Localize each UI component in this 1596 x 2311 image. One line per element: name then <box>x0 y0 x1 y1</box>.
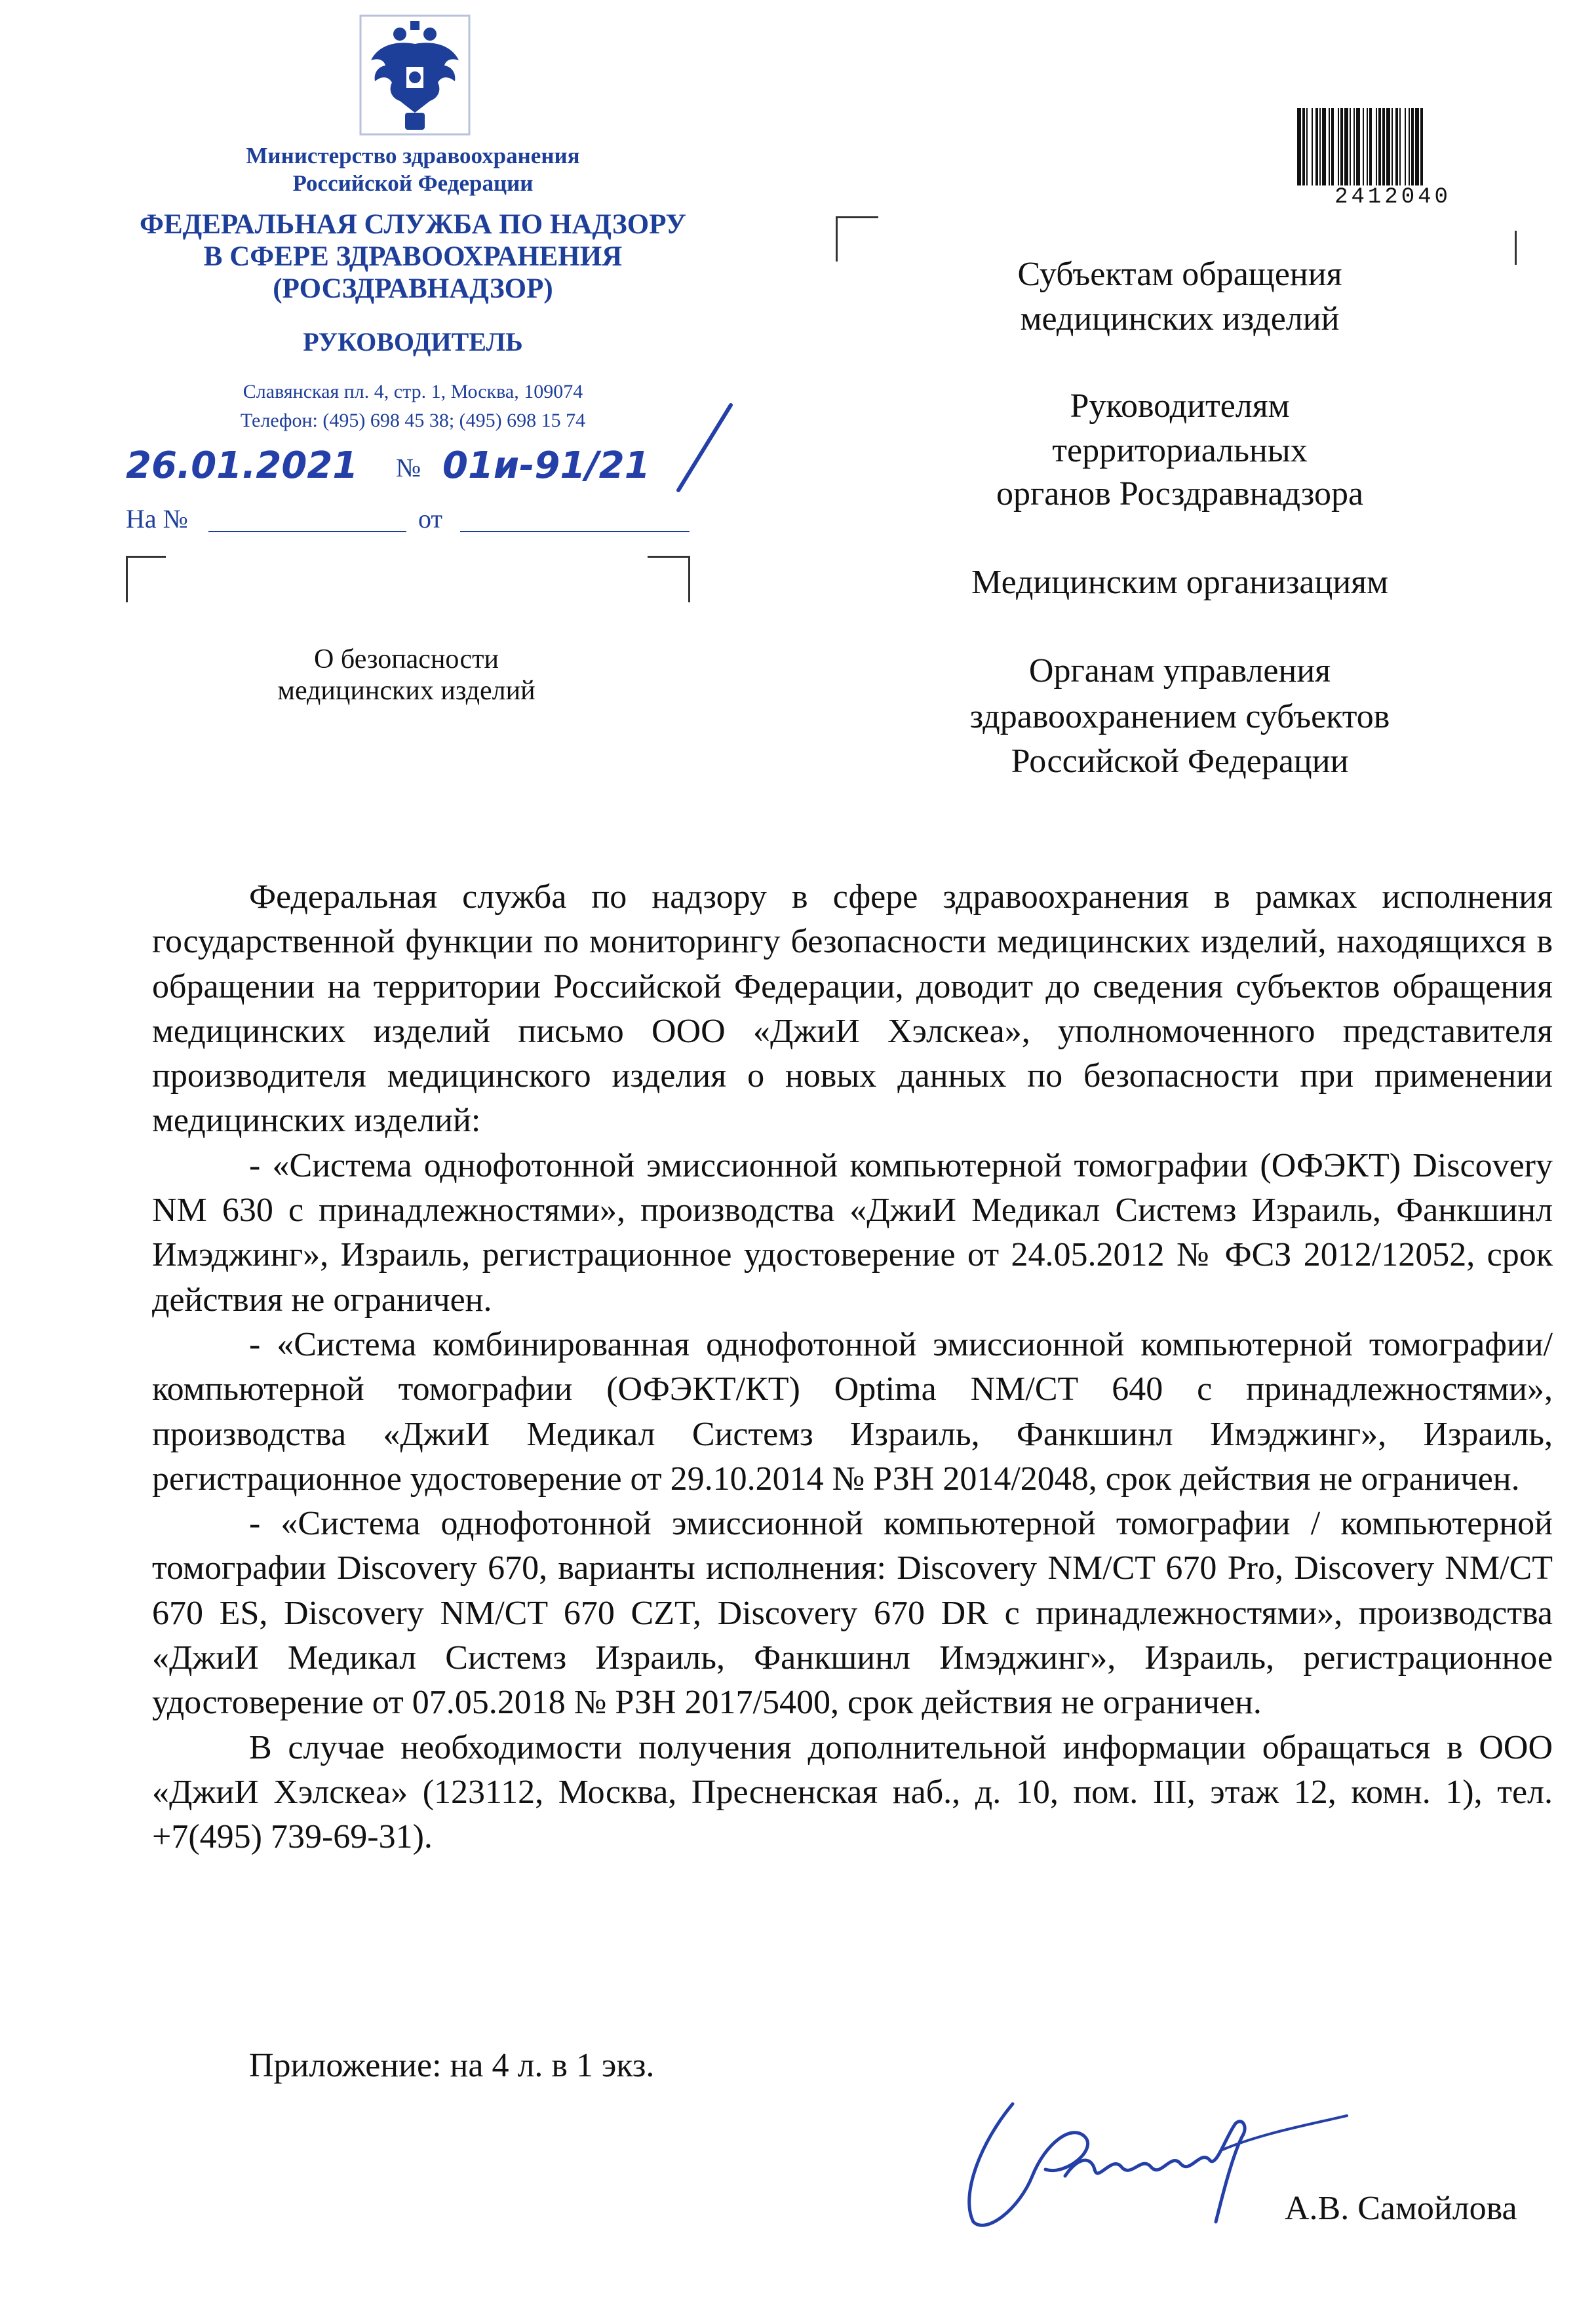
recipient-1-line1: Субъектам обращения <box>1017 256 1342 293</box>
recipient-1-line2: медицинских изделий <box>1020 300 1340 338</box>
subject-line1: О безопасности <box>314 644 499 674</box>
reference-date-line <box>460 531 690 532</box>
service-name-line1: ФЕДЕРАЛЬНАЯ СЛУЖБА ПО НАДЗОРУ <box>140 209 686 240</box>
recipient-3-line1: Медицинским организациям <box>971 564 1388 601</box>
reference-label: На № <box>126 504 188 534</box>
recipient-2-line2: территориальных <box>1052 432 1308 469</box>
subject-line2: медицинских изделий <box>277 676 535 706</box>
body-item-2: - «Система комбинированная однофотонной эмиссионной компьютерной томографии/компьютерной томографии (ОФЭКТ/КТ) Optima NM/CT 640 с принадлежностями», производства «ДжиИ Медикал Системз Израиль, Фанкшинл Имэджинг», Израиль, регистрационное удостоверение от 29.10.2014 № РЗН 2014/2048, срок действия не ограничен. <box>152 1325 1553 1498</box>
body-paragraph-contact: В случае необходимости получения дополнительной информации обращаться в ООО «ДжиИ Хэлскеа» (123112, Москва, Пресненская наб., д. 10, пом. III, этаж 12, комн. 1), тел. +7(495) 739-69-31). <box>152 1728 1553 1856</box>
coat-of-arms-icon <box>359 14 471 136</box>
service-name-line2: В СФЕРЕ ЗДРАВООХРАНЕНИЯ <box>203 241 623 272</box>
barcode-icon <box>1294 108 1491 185</box>
number-sign: № <box>396 453 421 482</box>
head-title: РУКОВОДИТЕЛЬ <box>303 327 523 357</box>
body-item-3: - «Система однофотонной эмиссионной компьютерной томографии / компьютерной томографии Discovery 670, варианты исполнения: Discovery NM/CT 670 Pro, Discovery NM/CT 670 ES, Discovery NM/CT 670 CZT, Discovery 670 DR с принадлежностями», производства «ДжиИ Медикал Системз Израиль, Фанкшинл Имэджинг», Израиль, регистрационное удостоверение от 07.05.2018 № РЗН 2017/5400, срок действия не ограничен. <box>152 1505 1553 1722</box>
attachment-note: Приложение: на 4 л. в 1 экз. <box>249 2047 655 2084</box>
barcode-number: 2412040 <box>1334 185 1451 210</box>
address-line: Славянская пл. 4, стр. 1, Москва, 109074 <box>243 381 583 402</box>
subject-corner-left <box>126 556 166 602</box>
recipient-4-line1: Органам управления <box>1028 652 1331 689</box>
recipient-2-line3: органов Росздравнадзора <box>996 475 1364 513</box>
reference-number-line <box>208 531 406 532</box>
body-paragraph-intro: Федеральная служба по надзору в сфере здравоохранения в рамках исполнения государственной функции по мониторингу безопасности медицинских изделий, находящихся в обращении на территории Российской Федерации, доводит до сведения субъектов обращения медицинских изделий письмо ООО «ДжиИ Хэлскеа», уполномоченного представителя производителя медицинского изделия о новых данных по безопасности при применении медицинских изделий: <box>152 878 1553 1140</box>
registration-number: 01и-91/21 <box>442 444 650 487</box>
signer-name: А.В. Самойлова <box>1285 2190 1517 2227</box>
recipient-4-line3: Российской Федерации <box>1011 743 1349 780</box>
service-name-line3: (РОСЗДРАВНАДЗОР) <box>273 273 553 304</box>
registration-date: 26.01.2021 <box>126 444 359 487</box>
from-label: от <box>418 504 442 534</box>
body-item-1: - «Система однофотонной эмиссионной компьютерной томографии (ОФЭКТ) Discovery NM 630 с принадлежностями», производства «ДжиИ Медикал Системз Израиль, Фанкшинл Имэджинг», Израиль, регистрационное удостоверение от 24.05.2012 № ФСЗ 2012/12052, срок действия не ограничен. <box>152 1146 1553 1319</box>
recipient-corner-right <box>1515 231 1517 265</box>
recipient-corner-left <box>836 216 878 262</box>
recipient-4-line2: здравоохранением субъектов <box>969 698 1390 735</box>
recipient-2-line1: Руководителям <box>1070 387 1290 425</box>
letter-body <box>152 875 1553 1860</box>
phone-line: Телефон: (495) 698 45 38; (495) 698 15 74 <box>240 410 586 431</box>
subject-corner-right <box>648 556 690 602</box>
registration-number-slash <box>659 398 750 497</box>
ministry-name-line2: Российской Федерации <box>292 170 534 196</box>
ministry-name-line1: Министерство здравоохранения <box>246 143 580 168</box>
